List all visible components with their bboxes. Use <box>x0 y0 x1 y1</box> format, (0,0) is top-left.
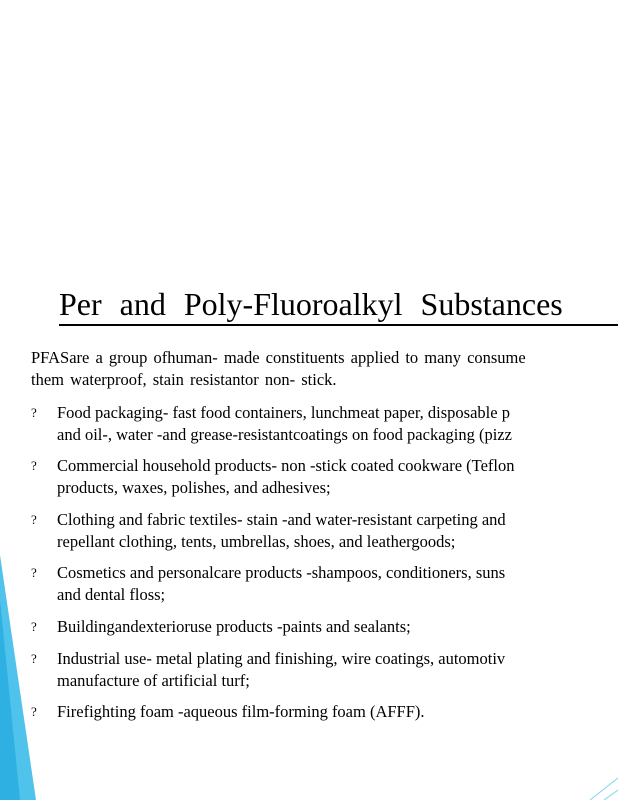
intro-line-2: them waterproof, stain resistantor non- stick. <box>31 370 337 389</box>
intro-line-1: PFASare a group ofhuman- made constituents applied to many consume <box>31 348 526 367</box>
bullet-marker: ? <box>31 704 37 719</box>
bullet-text <box>57 701 618 723</box>
bullet-text <box>57 509 618 553</box>
bullet-text <box>57 616 618 638</box>
bullet-line: Food packaging- fast food containers, lunchmeat paper, disposable p <box>57 403 510 422</box>
bullet-line: Industrial use- metal plating and finishing, wire coatings, automotiv <box>57 649 506 668</box>
bullet-marker: ? <box>31 565 37 580</box>
bullet-marker: ? <box>31 405 37 420</box>
bullet-marker: ? <box>31 458 37 473</box>
intro-paragraph <box>31 347 618 391</box>
bullet-line: Commercial household products- non -stick coated cookware (Teflon <box>57 456 515 475</box>
corner-accent-line <box>590 778 618 800</box>
bullet-line: manufacture of artificial turf; <box>57 671 250 690</box>
bullet-line: Cosmetics and personalcare products -shampoos, conditioners, suns <box>57 563 506 582</box>
bullet-line: Buildingandexterioruse products -paints and sealants; <box>57 617 411 636</box>
bullet-marker: ? <box>31 651 37 666</box>
slide-title: Per and Poly-Fluoroalkyl Substances <box>59 284 618 326</box>
corner-accent-line-2 <box>604 790 618 800</box>
bullet-line: Firefighting foam -aqueous film-forming foam (AFFF). <box>57 702 425 721</box>
bullet-line: Clothing and fabric textiles- stain -and water-resistant carpeting and <box>57 510 506 529</box>
bullet-line: and dental floss; <box>57 585 166 604</box>
bullet-marker: ? <box>31 512 37 527</box>
bullet-marker: ? <box>31 619 37 634</box>
bullet-text <box>57 648 618 692</box>
bullet-line: products, waxes, polishes, and adhesives; <box>57 478 331 497</box>
bullet-text <box>57 402 618 446</box>
bullet-text <box>57 562 618 606</box>
bullet-line: and oil-, water -and grease-resistantcoatings on food packaging (pizz <box>57 425 512 444</box>
bullet-text <box>57 455 618 499</box>
bullet-line: repellant clothing, tents, umbrellas, shoes, and leathergoods; <box>57 532 456 551</box>
